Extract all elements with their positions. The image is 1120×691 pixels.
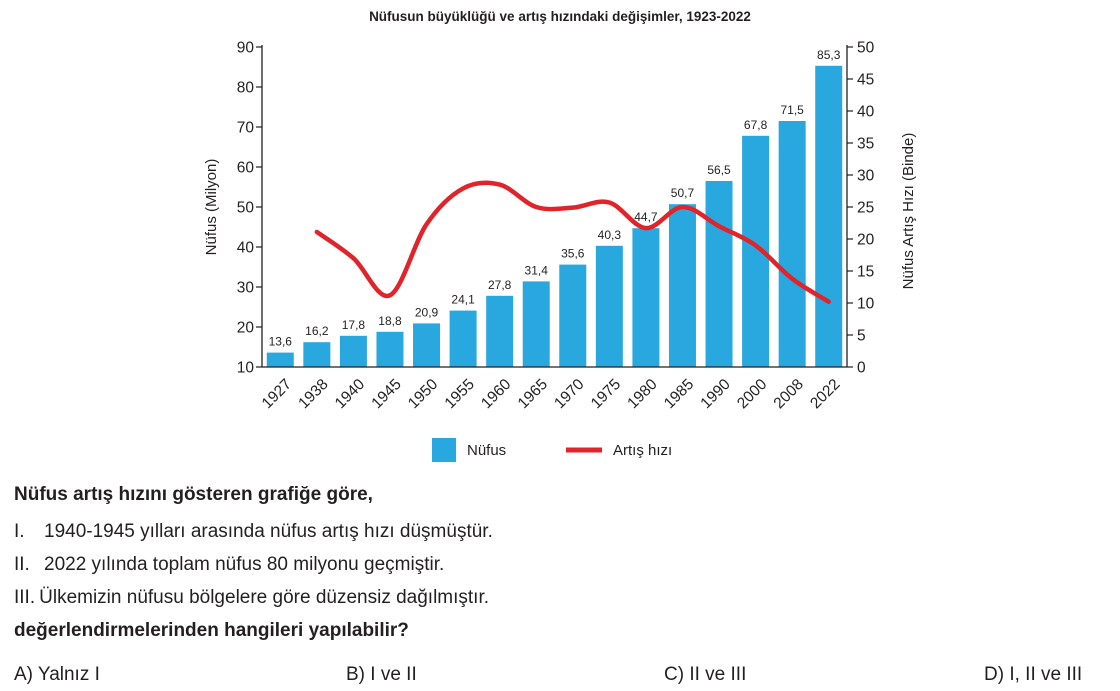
- x-tick-label-2008: 2008: [770, 375, 807, 413]
- statement-number: III.: [14, 587, 36, 608]
- y-tick-label-90: 90: [236, 39, 254, 57]
- bar-label-1960: 27,8: [487, 277, 512, 292]
- bar-label-1955: 24,1: [451, 292, 475, 307]
- y-tick-label-20: 20: [236, 319, 254, 337]
- bar-label-1945: 18,8: [378, 313, 402, 328]
- y-tick-label-80: 80: [236, 79, 254, 97]
- bar-label-1980: 44,7: [634, 210, 658, 225]
- bar-2022: [815, 66, 842, 367]
- bar-label-1927: 13,6: [268, 334, 292, 349]
- bar-1985: [669, 204, 696, 367]
- bar-1955: [450, 311, 477, 367]
- question-title: Nüfus artış hızını gösteren grafiğe göre,: [14, 484, 373, 505]
- bar-1927: [267, 353, 294, 367]
- chart-title: Nüfusun büyüklüğü ve artış hızındaki değişimler, 1923-2022: [369, 9, 751, 24]
- y2-tick-label-10: 10: [857, 295, 875, 313]
- legend-swatch-bar: [432, 438, 456, 462]
- bar-1990: [706, 181, 733, 367]
- bar-1950: [413, 323, 440, 367]
- bar-label-1950: 20,9: [414, 305, 439, 320]
- statement-text: 2022 yılında toplam nüfus 80 milyonu geçmiştir.: [44, 554, 445, 575]
- y2-tick-label-15: 15: [857, 263, 875, 281]
- x-tick-label-1990: 1990: [697, 375, 734, 413]
- y2-tick-label-50: 50: [857, 39, 875, 57]
- y2-tick-label-40: 40: [857, 103, 875, 121]
- bar-1960: [486, 296, 513, 367]
- bar-label-1975: 40,3: [597, 227, 622, 242]
- x-tick-label-1950: 1950: [404, 375, 442, 413]
- x-tick-label-1980: 1980: [624, 375, 661, 413]
- bar-label-1970: 35,6: [561, 246, 585, 261]
- x-tick-label-2022: 2022: [807, 375, 844, 413]
- bar-1970: [559, 265, 586, 367]
- x-tick-label-2000: 2000: [734, 375, 771, 413]
- y2-tick-label-25: 25: [857, 199, 875, 217]
- bar-label-1990: 56,5: [707, 163, 731, 177]
- y2-tick-label-20: 20: [857, 231, 875, 249]
- y2-tick-label-0: 0: [857, 359, 866, 377]
- y-tick-label-50: 50: [236, 199, 254, 217]
- option-a[interactable]: A) Yalnız I: [14, 664, 100, 685]
- x-tick-label-1955: 1955: [441, 375, 478, 413]
- bar-1938: [303, 342, 330, 367]
- x-tick-label-1985: 1985: [660, 375, 698, 413]
- option-c[interactable]: C) II ve III: [664, 664, 747, 685]
- statement-number: I.: [14, 521, 25, 542]
- bar-1980: [632, 228, 659, 367]
- bar-label-1940: 17,8: [341, 317, 366, 332]
- bar-2008: [779, 121, 806, 367]
- x-tick-label-1970: 1970: [551, 375, 588, 413]
- y-tick-label-30: 30: [236, 279, 254, 297]
- y-axis-title: Nüfus (Milyon): [203, 158, 220, 256]
- y-tick-label-60: 60: [236, 159, 254, 177]
- option-b[interactable]: B) I ve II: [346, 664, 417, 685]
- question-prompt: değerlendirmelerinden hangileri yapılabilir?: [14, 620, 409, 641]
- y2-tick-label-5: 5: [857, 327, 866, 345]
- y2-axis-title: Nüfus Artış Hızı (Binde): [900, 132, 917, 290]
- y-tick-label-70: 70: [236, 119, 254, 137]
- statement-text: 1940-1945 yılları arasında nüfus artış hızı düşmüştür.: [44, 521, 493, 542]
- statement-number: II.: [14, 554, 30, 575]
- bar-label-1965: 31,4: [524, 263, 548, 278]
- x-tick-label-1927: 1927: [258, 375, 296, 413]
- bar-label-1938: 16,2: [305, 324, 329, 339]
- statement-text: Ülkemizin nüfusu bölgelere göre düzensiz dağılmıştır.: [39, 587, 490, 608]
- legend-label-line: Artış hızı: [613, 442, 673, 459]
- bar-label-1985: 50,7: [670, 186, 695, 201]
- bar-1965: [523, 281, 550, 367]
- x-tick-label-1960: 1960: [478, 375, 515, 413]
- x-tick-label-1965: 1965: [514, 375, 552, 413]
- x-tick-label-1940: 1940: [331, 375, 369, 413]
- y2-tick-label-45: 45: [857, 71, 875, 89]
- x-tick-label-1975: 1975: [587, 375, 625, 413]
- y-tick-label-40: 40: [236, 239, 254, 257]
- bar-1945: [376, 332, 403, 367]
- y-tick-label-10: 10: [236, 359, 254, 377]
- x-tick-label-1945: 1945: [368, 375, 405, 413]
- legend-label-bar: Nüfus: [467, 442, 507, 459]
- statement-1: [14, 521, 493, 543]
- bar-1940: [340, 336, 367, 367]
- bar-label-2000: 67,8: [743, 117, 768, 132]
- x-tick-label-1938: 1938: [295, 375, 332, 413]
- y2-tick-label-35: 35: [857, 135, 875, 153]
- statement-2: [14, 554, 444, 576]
- bar-label-2022: 85,3: [817, 47, 841, 62]
- y2-tick-label-30: 30: [857, 167, 875, 185]
- statement-3: [14, 587, 489, 609]
- option-d[interactable]: D) I, II ve III: [984, 664, 1083, 685]
- bar-1975: [596, 246, 623, 367]
- bar-label-2008: 71,5: [780, 103, 804, 117]
